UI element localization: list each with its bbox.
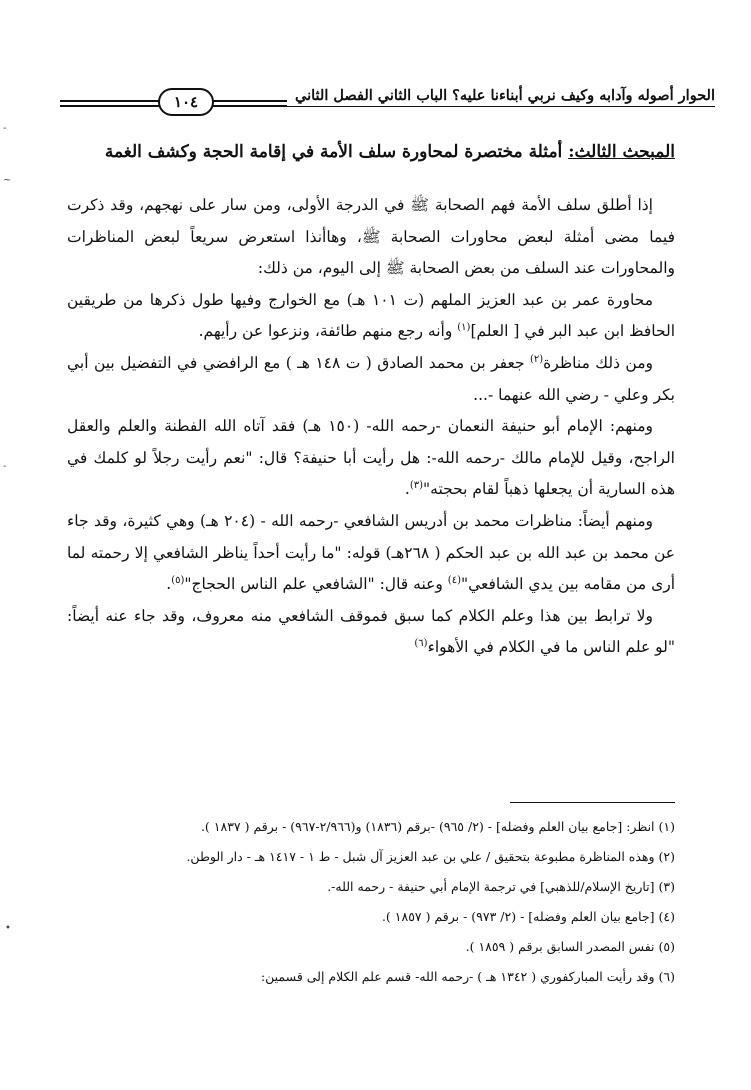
paragraph: إذا أطلق سلف الأمة فهم الصحابة ﷺ في الدرجة الأولى، ومن سار على نهجهم، وقد ذكرت فيما مضى أمثلة لبعض محاورات الصحابة ﷺ، وهاأنذا استعرض سريعاً لبعض المناظرات والمحاورات عند السلف من بعض الصحابة ﷺ إلى اليوم، من ذلك: bbox=[67, 196, 675, 278]
footnote: (٦) وقد رأيت المباركفوري ( ١٣٤٢ هـ ) -رحمه الله- قسم علم الكلام إلى قسمين: bbox=[260, 969, 675, 984]
scan-mark: - bbox=[3, 123, 7, 134]
scan-mark: • bbox=[5, 923, 11, 934]
header-title: الحوار أصوله وآدابه وكيف نربي أبناءنا عليه؟ الباب الثاني الفصل الثاني bbox=[287, 86, 715, 106]
section-label: المبحث الثالث: bbox=[568, 142, 675, 162]
footnote: (٤) [جامع بيان العلم وفضله] - (٢/ ٩٧٣) - برقم ( ١٨٥٧ ). bbox=[381, 909, 675, 924]
footnote: (١) انظر: [جامع بيان العلم وفضله] - (٢/ ٩٦٥) -برقم (١٨٣٦) و(٢/٩٦٦-٩٦٧) - برقم ( ١٨٣٧ ). bbox=[200, 819, 675, 834]
footnote: (٣) [تاريخ الإسلام/للذهبي] في ترجمة الإمام أبي حنيفة - رحمه الله-. bbox=[327, 879, 675, 894]
footnotes bbox=[67, 812, 675, 992]
footnote-separator bbox=[510, 802, 675, 803]
footnote-ref[interactable]: (٤) bbox=[447, 574, 461, 586]
footnote-ref[interactable]: (١) bbox=[457, 322, 471, 334]
section-title-text: أمثلة مختصرة لمحاورة سلف الأمة في إقامة الحجة وكشف الغمة bbox=[104, 142, 569, 162]
footnote-ref[interactable]: (٣) bbox=[409, 480, 424, 492]
body-text bbox=[67, 190, 675, 664]
running-header bbox=[60, 84, 715, 120]
paragraph: ومنهم: الإمام أبو حنيفة النعمان -رحمه الله- (١٥٠ هـ) فقد آتاه الله الفطنة والعلم والعقل الراجح، وقيل للإمام مالك -رحمه الله-: هل رأيت أبا حنيفة؟ قال: "نعم رأيت رجلاً لو كلمك في هذه السارية أن يجعلها ذهباً لقام بحجته"$^{(٣)}$. bbox=[67, 417, 675, 499]
section-heading bbox=[65, 140, 675, 164]
paragraph: ومنهم أيضاً: مناظرات محمد بن أدريس الشافعي -رحمه الله - (٢٠٤ هـ) وهي كثيرة، وقد جاء عن محمد بن عبد الله بن عبد الحكم ( ٢٦٨هـ) قوله: "ما رأيت أحداً يناظر الشافعي إلا رحمته لما أرى من مقامه بين يدي الشافعي"$^{(٤)}$ وعنه قال: "الشافعي علم الناس الحجاج"$^{(٥)}$. bbox=[67, 511, 675, 594]
scan-mark: ~ bbox=[3, 175, 12, 186]
footnote: (٥) نفس المصدر السابق برقم ( ١٨٥٩ ). bbox=[465, 939, 675, 954]
paragraph: محاورة عمر بن عبد العزيز الملهم (ت ١٠١ هـ) مع الخوارج وفيها طول ذكرها من طريقين الحافظ ابن عبد البر في [ العلم]$^{(١)}$ وأنه رجع منهم طائفة، ونزعوا عن رأيهم. bbox=[67, 290, 675, 341]
page-number: ١٠٤ bbox=[158, 88, 214, 116]
footnote-ref[interactable]: (٦) bbox=[414, 638, 428, 650]
footnote-ref[interactable]: (٢) bbox=[529, 353, 544, 365]
scan-mark: - bbox=[3, 461, 7, 472]
paragraph: ومن ذلك مناظرة$^{(٢)}$ جعفر بن محمد الصادق ( ت ١٤٨ هـ ) مع الرافضي في التفضيل بين أبي بكر وعلي - رضي الله عنهما -... bbox=[67, 353, 675, 404]
footnote-ref[interactable]: (٥) bbox=[171, 574, 185, 586]
paragraph: ولا ترابط بين هذا وعلم الكلام كما سبق فموقف الشافعي منه معروف، وقد جاء عنه أيضاً: "لو علم الناس ما في الكلام في الأهواء$^{(٦)}$ bbox=[67, 606, 675, 657]
footnote: (٢) وهذه المناظرة مطبوعة بتحقيق / علي بن عبد العزيز آل شبل - ط ١ - ١٤١٧ هـ - دار الوطن. bbox=[186, 849, 675, 864]
